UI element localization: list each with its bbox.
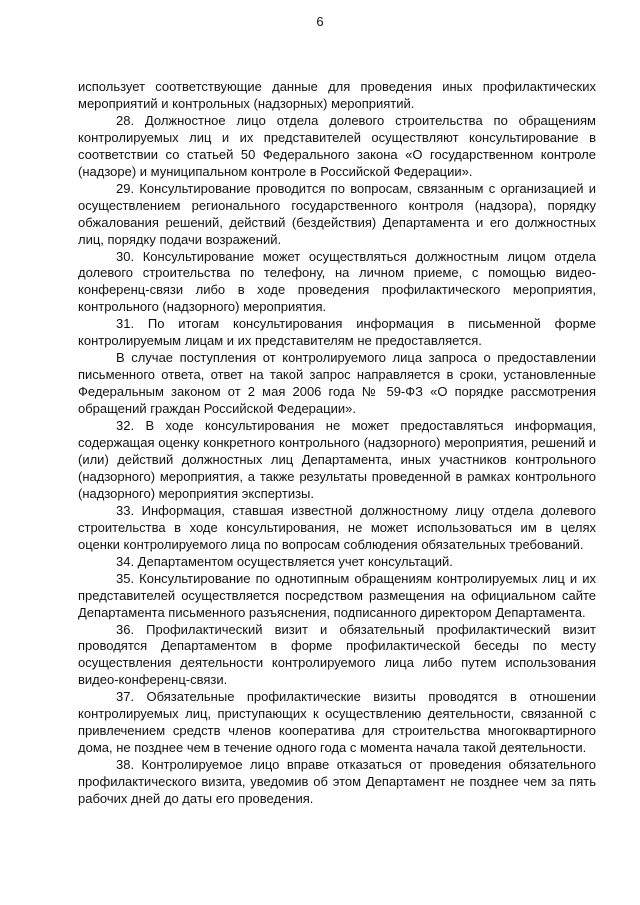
paragraph-37: 37. Обязательные профилактические визиты проводятся в отношении контролируемых лиц, приступающих к осуществлению деятельности, связанной с привлечением средств членов кооператива для строительства многоквартирного дома, не позднее чем в течение одного года с момента начала такой деятельности. <box>78 689 596 756</box>
paragraph-31-written-request: В случае поступления от контролируемого лица запроса о предоставлении письменного ответа, ответ на такой запрос направляется в сроки, установленные Федеральным законом от 2 мая 2006 года № 59-ФЗ «О порядке рассмотрения обращений граждан Российской Федерации». <box>78 350 596 417</box>
paragraph-38: 38. Контролируемое лицо вправе отказаться от проведения обязательного профилактического визита, уведомив об этом Департамент не позднее чем за пять рабочих дней до даты его проведения. <box>78 757 596 807</box>
paragraph-29: 29. Консультирование проводится по вопросам, связанным с организацией и осуществлением регионального государственного контроля (надзора), порядку обжалования решений, действий (бездействия) Департамента и его должностных лиц, порядку подачи возражений. <box>78 180 596 247</box>
paragraph-35: 35. Консультирование по однотипным обращениям контролируемых лиц и их представителей осуществляется посредством размещения на официальном сайте Департамента письменного разъяснения, подписанного директором Департамента. <box>78 570 596 620</box>
paragraph-33: 33. Информация, ставшая известной должностному лицу отдела долевого строительства в ходе консультирования, не может использоваться им в целях оценки контролируемого лица по вопросам соблюдения обязательных требований. <box>78 502 596 552</box>
paragraph-30: 30. Консультирование может осуществляться должностным лицом отдела долевого строительства по телефону, на личном приеме, с помощью видео-конференц-связи либо в ходе проведения профилактического мероприятия, контрольного (надзорного) мероприятия. <box>78 248 596 315</box>
paragraph-28: 28. Должностное лицо отдела долевого строительства по обращениям контролируемых лиц и их представителей осуществляют консультирование в соответствии со статьей 50 Федерального закона «О государственном контроле (надзоре) и муниципальном контроле в Российской Федерации». <box>78 112 596 179</box>
paragraph-34: 34. Департаментом осуществляется учет консультаций. <box>116 553 453 569</box>
document-body <box>78 79 596 808</box>
page-number: 6 <box>316 14 324 29</box>
paragraph-continuation: использует соответствующие данные для проведения иных профилактических мероприятий и контрольных (надзорных) мероприятий. <box>78 79 596 111</box>
paragraph-32: 32. В ходе консультирования не может предоставляться информация, содержащая оценку конкретного контрольного (надзорного) мероприятия, решений и (или) действий должностных лиц Департамента, иных участников контрольного (надзорного) мероприятия, а также результаты проведенной в рамках контрольного (надзорного) мероприятия экспертизы. <box>78 418 596 501</box>
paragraph-36: 36. Профилактический визит и обязательный профилактический визит проводятся Департаментом в форме профилактической беседы по месту осуществления деятельности контролируемого лица либо путем использования видео-конференц-связи. <box>78 621 596 688</box>
paragraph-31: 31. По итогам консультирования информация в письменной форме контролируемым лицам и их представителям не предоставляется. <box>78 316 596 349</box>
